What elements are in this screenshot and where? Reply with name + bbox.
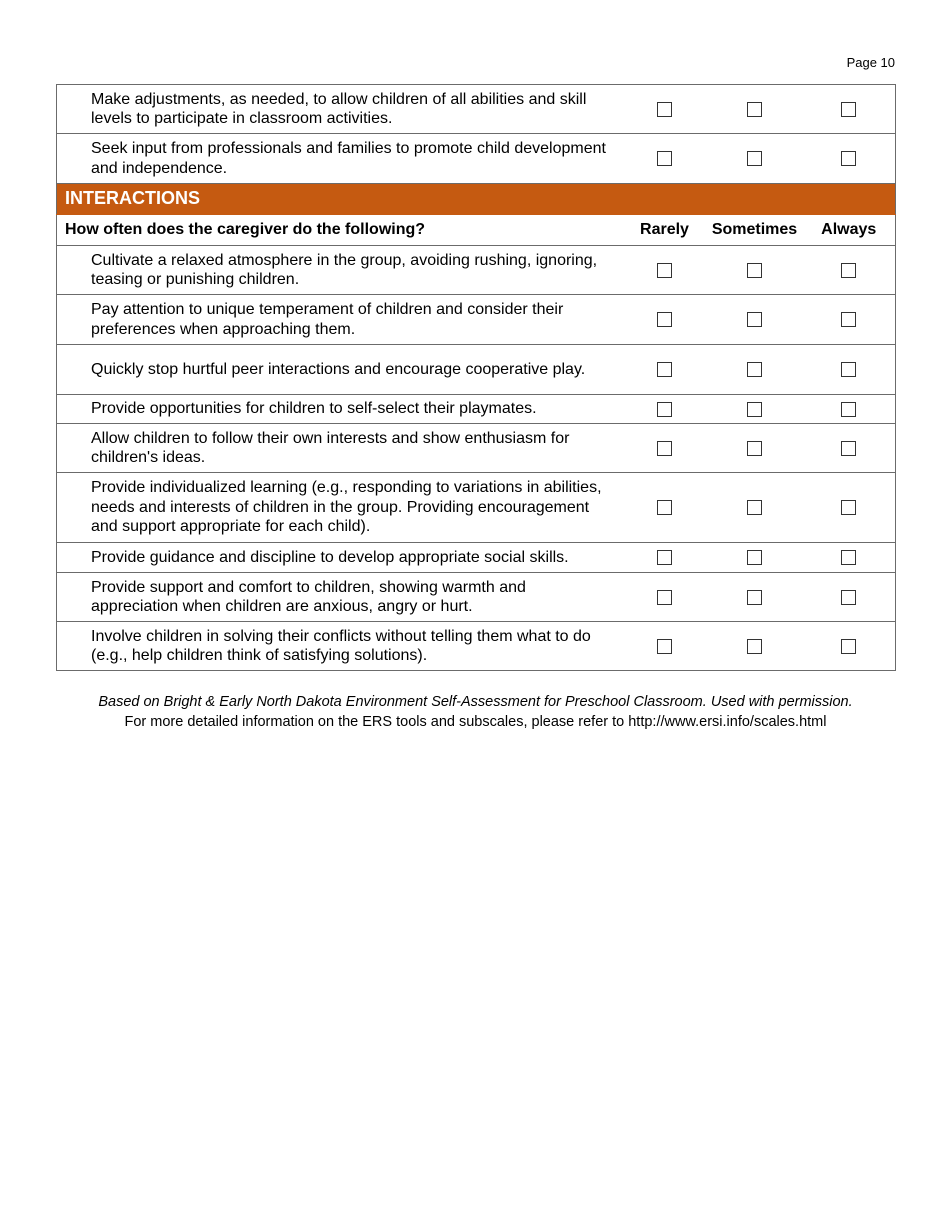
item-text: Provide individualized learning (e.g., responding to variations in abilities, needs and interests of children in the group. Providing encouragement and support appropriate for each child). [57, 473, 623, 543]
table-row [57, 395, 896, 424]
sometimes-checkbox[interactable] [747, 263, 762, 278]
always-checkbox[interactable] [841, 550, 856, 565]
always-checkbox[interactable] [841, 263, 856, 278]
always-checkbox[interactable] [841, 312, 856, 327]
table-row [57, 622, 896, 671]
item-text: Provide guidance and discipline to develop appropriate social skills. [57, 543, 623, 573]
page-number: Page 10 [846, 55, 895, 70]
sometimes-checkbox[interactable] [747, 312, 762, 327]
always-checkbox[interactable] [841, 402, 856, 417]
rarely-checkbox[interactable] [657, 151, 672, 166]
assessment-table [56, 84, 896, 671]
table-row [57, 345, 896, 395]
table-row [57, 85, 896, 134]
rarely-checkbox[interactable] [657, 402, 672, 417]
rarely-checkbox[interactable] [657, 550, 672, 565]
item-text: Cultivate a relaxed atmosphere in the group, avoiding rushing, ignoring, teasing or punishing children. [57, 246, 623, 295]
table-row [57, 543, 896, 573]
rarely-checkbox[interactable] [657, 590, 672, 605]
question-heading: How often does the caregiver do the following? [57, 215, 623, 246]
table-row [57, 295, 896, 345]
always-checkbox[interactable] [841, 590, 856, 605]
table-row [57, 246, 896, 295]
rarely-checkbox[interactable] [657, 500, 672, 515]
sometimes-checkbox[interactable] [747, 402, 762, 417]
section-header [57, 184, 896, 215]
item-text: Involve children in solving their conflicts without telling them what to do (e.g., help children think of satisfying solutions). [57, 622, 623, 671]
rarely-checkbox[interactable] [657, 362, 672, 377]
sometimes-checkbox[interactable] [747, 500, 762, 515]
always-checkbox[interactable] [841, 500, 856, 515]
rarely-checkbox[interactable] [657, 441, 672, 456]
always-checkbox[interactable] [841, 639, 856, 654]
rarely-checkbox[interactable] [657, 639, 672, 654]
table-row [57, 573, 896, 622]
rarely-checkbox[interactable] [657, 312, 672, 327]
rarely-checkbox[interactable] [657, 263, 672, 278]
item-text: Make adjustments, as needed, to allow children of all abilities and skill levels to participate in classroom activities. [57, 85, 623, 134]
column-header-rarely: Rarely [623, 215, 707, 246]
sometimes-checkbox[interactable] [747, 639, 762, 654]
item-text: Allow children to follow their own interests and show enthusiasm for children's ideas. [57, 424, 623, 473]
table-row [57, 473, 896, 543]
sometimes-checkbox[interactable] [747, 550, 762, 565]
table-row [57, 424, 896, 473]
attribution-note: Based on Bright & Early North Dakota Environment Self-Assessment for Preschool Classroom. Used with permission. [98, 694, 853, 710]
always-checkbox[interactable] [841, 102, 856, 117]
sometimes-checkbox[interactable] [747, 362, 762, 377]
item-text: Provide support and comfort to children, showing warmth and appreciation when children are anxious, angry or hurt. [57, 573, 623, 622]
sometimes-checkbox[interactable] [747, 590, 762, 605]
always-checkbox[interactable] [841, 441, 856, 456]
column-header-sometimes: Sometimes [707, 215, 803, 246]
item-text: Provide opportunities for children to self-select their playmates. [57, 395, 623, 424]
item-text: Pay attention to unique temperament of children and consider their preferences when approaching them. [57, 295, 623, 345]
sometimes-checkbox[interactable] [747, 441, 762, 456]
column-header-always: Always [803, 215, 896, 246]
item-text: Seek input from professionals and families to promote child development and independence. [57, 134, 623, 184]
table-row [57, 134, 896, 184]
sometimes-checkbox[interactable] [747, 151, 762, 166]
always-checkbox[interactable] [841, 362, 856, 377]
sometimes-checkbox[interactable] [747, 102, 762, 117]
rarely-checkbox[interactable] [657, 102, 672, 117]
section-title: INTERACTIONS [57, 184, 896, 215]
item-text: Quickly stop hurtful peer interactions and encourage cooperative play. [57, 345, 623, 395]
always-checkbox[interactable] [841, 151, 856, 166]
reference-note: For more detailed information on the ERS tools and subscales, please refer to http://www.ersi.info/scales.html [124, 714, 827, 730]
column-header-row [57, 215, 896, 246]
